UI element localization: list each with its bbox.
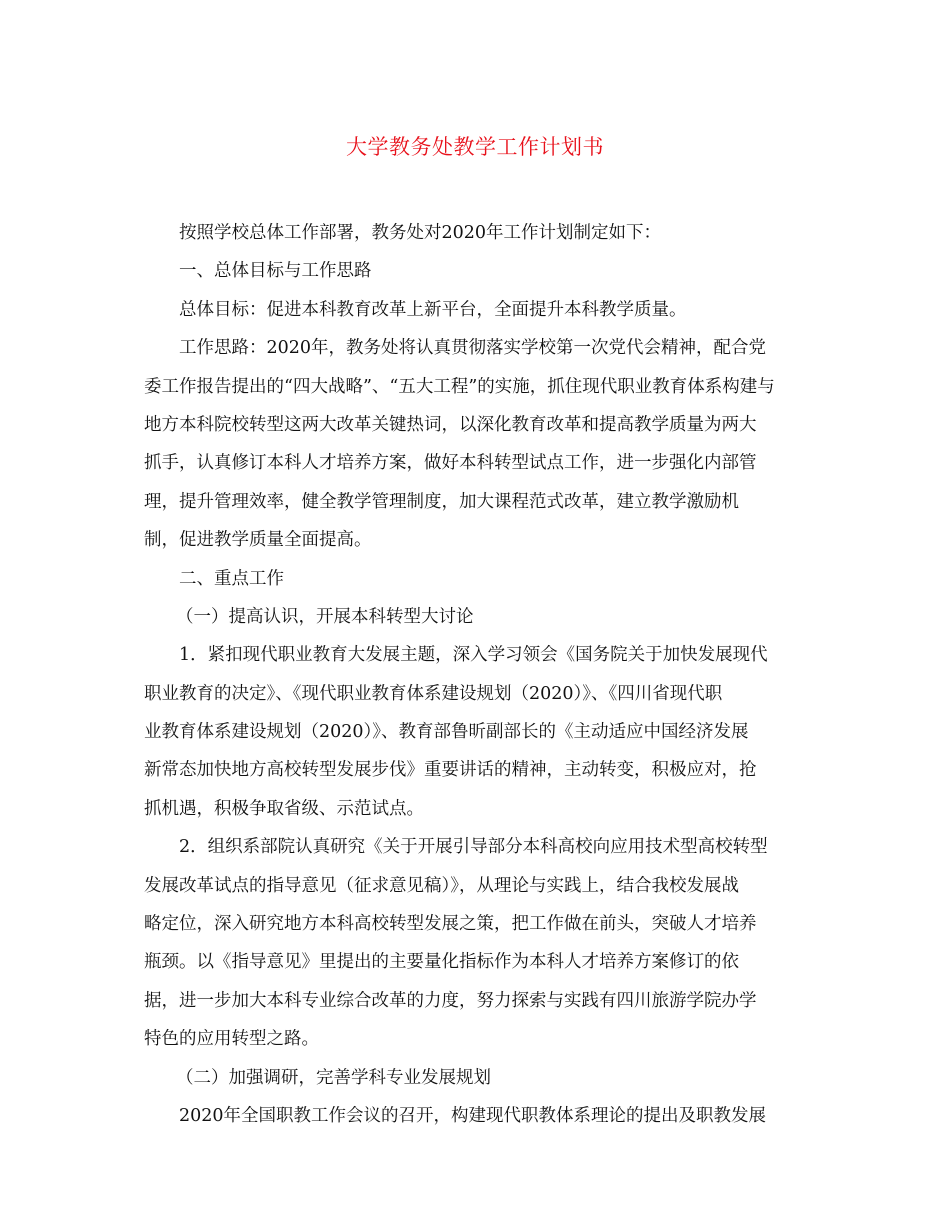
subsection-heading-1: （一）提高认识，开展本科转型大讨论 bbox=[176, 606, 474, 627]
list-item-2-line: 特色的应用转型之路。 bbox=[144, 1029, 319, 1050]
list-item-1-line: 抓机遇，积极争取省级、示范试点。 bbox=[144, 798, 424, 819]
paragraph-work-approach-line: 理，提升管理效率，健全教学管理制度，加大课程范式改革，建立教学激励机 bbox=[144, 491, 739, 512]
document-body bbox=[144, 214, 810, 1135]
list-item-2-line: 略定位，深入研究地方本科高校转型发展之策，把工作做在前头，突破人才培养 bbox=[144, 914, 757, 935]
list-item-2-line: 发展改革试点的指导意见（征求意见稿）》，从理论与实践上，结合我校发展战 bbox=[144, 875, 739, 896]
list-item-2-line: 据，进一步加大本科专业综合改革的力度，努力探索与实践有四川旅游学院办学 bbox=[144, 990, 757, 1011]
section-heading-2: 二、重点工作 bbox=[179, 568, 284, 589]
list-item-2-line: 2．组织系部院认真研究《关于开展引导部分本科高校向应用技术型高校转型 bbox=[179, 837, 768, 858]
paragraph-work-approach-line: 制，促进教学质量全面提高。 bbox=[144, 530, 372, 551]
document-title: 大学教务处教学工作计划书 bbox=[346, 135, 604, 159]
list-item-1-line: 新常态加快地方高校转型发展步伐》重要讲话的精神，主动转变，积极应对，抢 bbox=[144, 760, 757, 781]
list-item-1-line: 职业教育的决定》、《现代职业教育体系建设规划（2020）》、《四川省现代职 bbox=[144, 683, 723, 704]
paragraph-research-line: 2020年全国职教工作会议的召开，构建现代职教体系理论的提出及职教发展 bbox=[179, 1105, 767, 1126]
list-item-1-line: 业教育体系建设规划（2020）》、教育部鲁昕副部长的《主动适应中国经济发展 bbox=[144, 722, 749, 743]
section-heading-1: 一、总体目标与工作思路 bbox=[179, 261, 372, 282]
list-item-1-line: 1．紧扣现代职业教育大发展主题，深入学习领会《国务院关于加快发展现代 bbox=[179, 645, 768, 666]
paragraph-work-approach-line: 工作思路：2020年，教务处将认真贯彻落实学校第一次党代会精神，配合党 bbox=[179, 338, 767, 359]
paragraph-overall-goal: 总体目标：促进本科教育改革上新平台，全面提升本科教学质量。 bbox=[179, 299, 687, 320]
list-item-2-line: 瓶颈。以《指导意见》里提出的主要量化指标作为本科人才培养方案修订的依 bbox=[144, 952, 739, 973]
paragraph-work-approach-line: 委工作报告提出的“四大战略”、“五大工程”的实施，抓住现代职业教育体系构建与 bbox=[144, 376, 775, 397]
subsection-heading-2: （二）加强调研，完善学科专业发展规划 bbox=[176, 1067, 491, 1088]
paragraph-intro: 按照学校总体工作部署，教务处对2020年工作计划制定如下： bbox=[179, 223, 662, 243]
paragraph-work-approach-line: 抓手，认真修订本科人才培养方案，做好本科转型试点工作，进一步强化内部管 bbox=[144, 453, 757, 474]
paragraph-work-approach-line: 地方本科院校转型这两大改革关键热词，以深化教育改革和提高教学质量为两大 bbox=[144, 414, 757, 435]
